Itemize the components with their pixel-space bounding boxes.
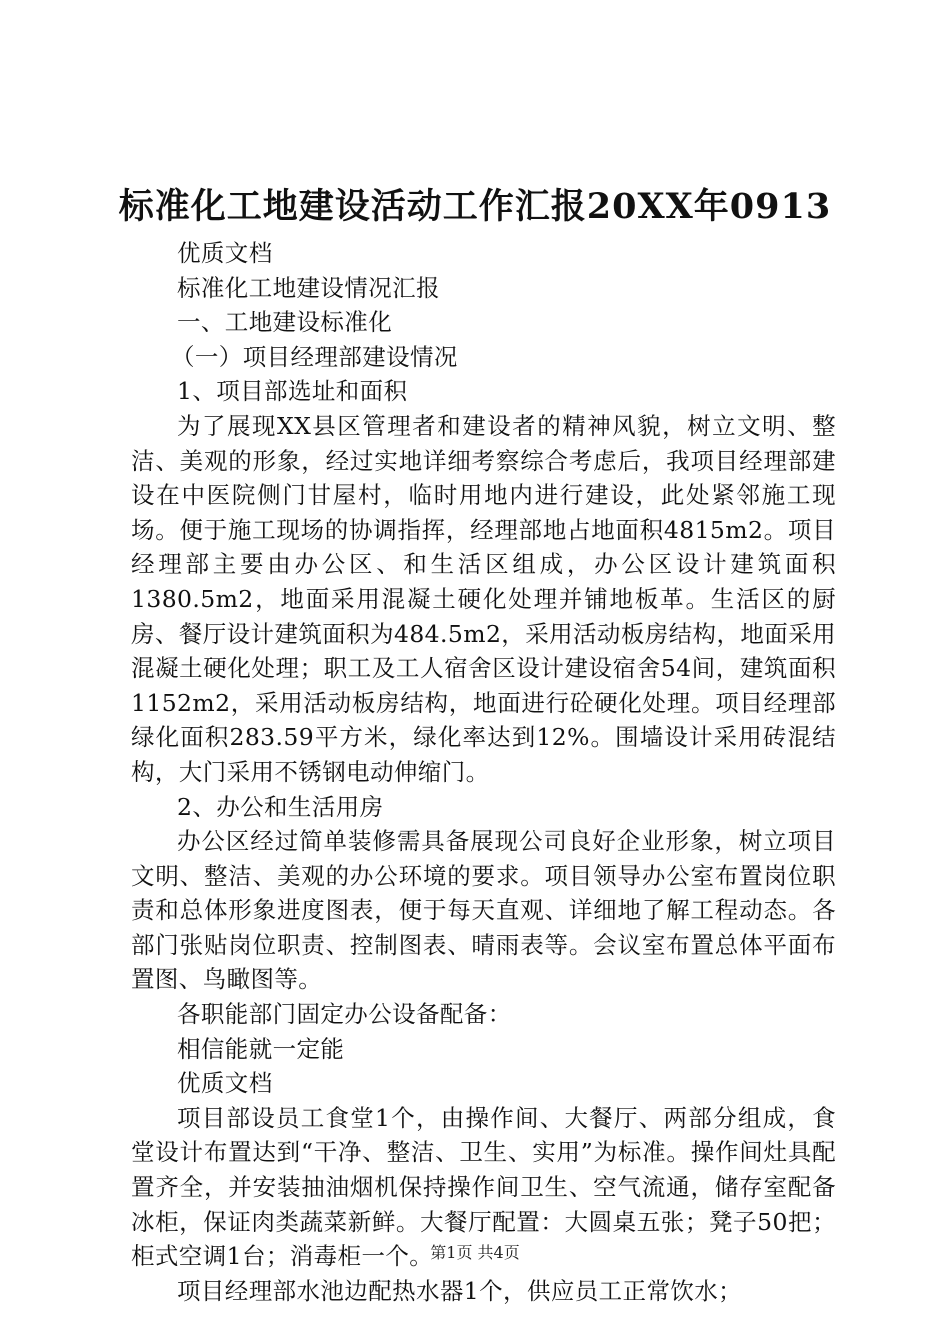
page-footer: 第1页 共4页 [430, 1243, 520, 1262]
subsection-heading-1: （一）项目经理部建设情况 [171, 342, 458, 371]
paragraph-header-note: 优质文档 [177, 239, 273, 267]
item-heading-1: 1、项目部选址和面积 [177, 377, 408, 406]
body-paragraph: 项目经理部水池边配热水器1个，供应员工正常饮水； [177, 1276, 743, 1305]
paragraph-header-note: 优质文档 [177, 1069, 273, 1098]
body-paragraph: 项目部设员工食堂1个，由操作间、大餐厅、两部分组成，食堂设计布置达到“干净、整洁、卫生、实用”为标准。操作间灶具配置齐全，并安装抽油烟机保持操作间卫生、空气流通，储存室配备冰柜，保证肉类蔬菜新鲜。大餐厅配置：大圆桌五张；凳子50把；柜式空调1台；消毒柜一个。 [131, 1103, 836, 1271]
body-line: 各职能部门固定办公设备配备： [177, 1000, 512, 1029]
section-heading-1: 一、工地建设标准化 [177, 308, 393, 337]
document-title: 标准化工地建设活动工作汇报20XX年0913 [118, 186, 832, 227]
item-heading-2: 2、办公和生活用房 [177, 792, 384, 821]
document-body [131, 236, 836, 1308]
body-paragraph: 办公区经过简单装修需具备展现公司良好企业形象，树立项目文明、整洁、美观的办公环境的要求。项目领导办公室布置岗位职责和总体形象进度图表，便于每天直观、详细地了解工程动态。各部门张贴岗位职责、控制图表、晴雨表等。会议室布置总体平面布置图、鸟瞰图等。 [131, 827, 836, 994]
body-line: 相信能就一定能 [177, 1034, 345, 1063]
paragraph-subtitle: 标准化工地建设情况汇报 [177, 273, 440, 302]
body-paragraph: 为了展现XX县区管理者和建设者的精神风貌，树立文明、整洁、美观的形象，经过实地详细考察综合考虑后，我项目经理部建设在中医院侧门甘屋村，临时用地内进行建设，此处紧邻施工现场。便于施工现场的协调指挥，经理部地占地面积4815m2。项目经理部主要由办公区、和生活区组成，办公区设计建筑面积1380.5m2，地面采用混凝土硬化处理并铺地板革。生活区的厨房、餐厅设计建筑面积为484.5m2，采用活动板房结构，地面采用混凝土硬化处理；职工及工人宿舍区设计建设宿舍54间，建筑面积1152m2，采用活动板房结构，地面进行砼硬化处理。项目经理部绿化面积283.59平方米，绿化率达到12%。围墙设计采用砖混结构，大门采用不锈钢电动伸缩门。 [131, 411, 836, 786]
